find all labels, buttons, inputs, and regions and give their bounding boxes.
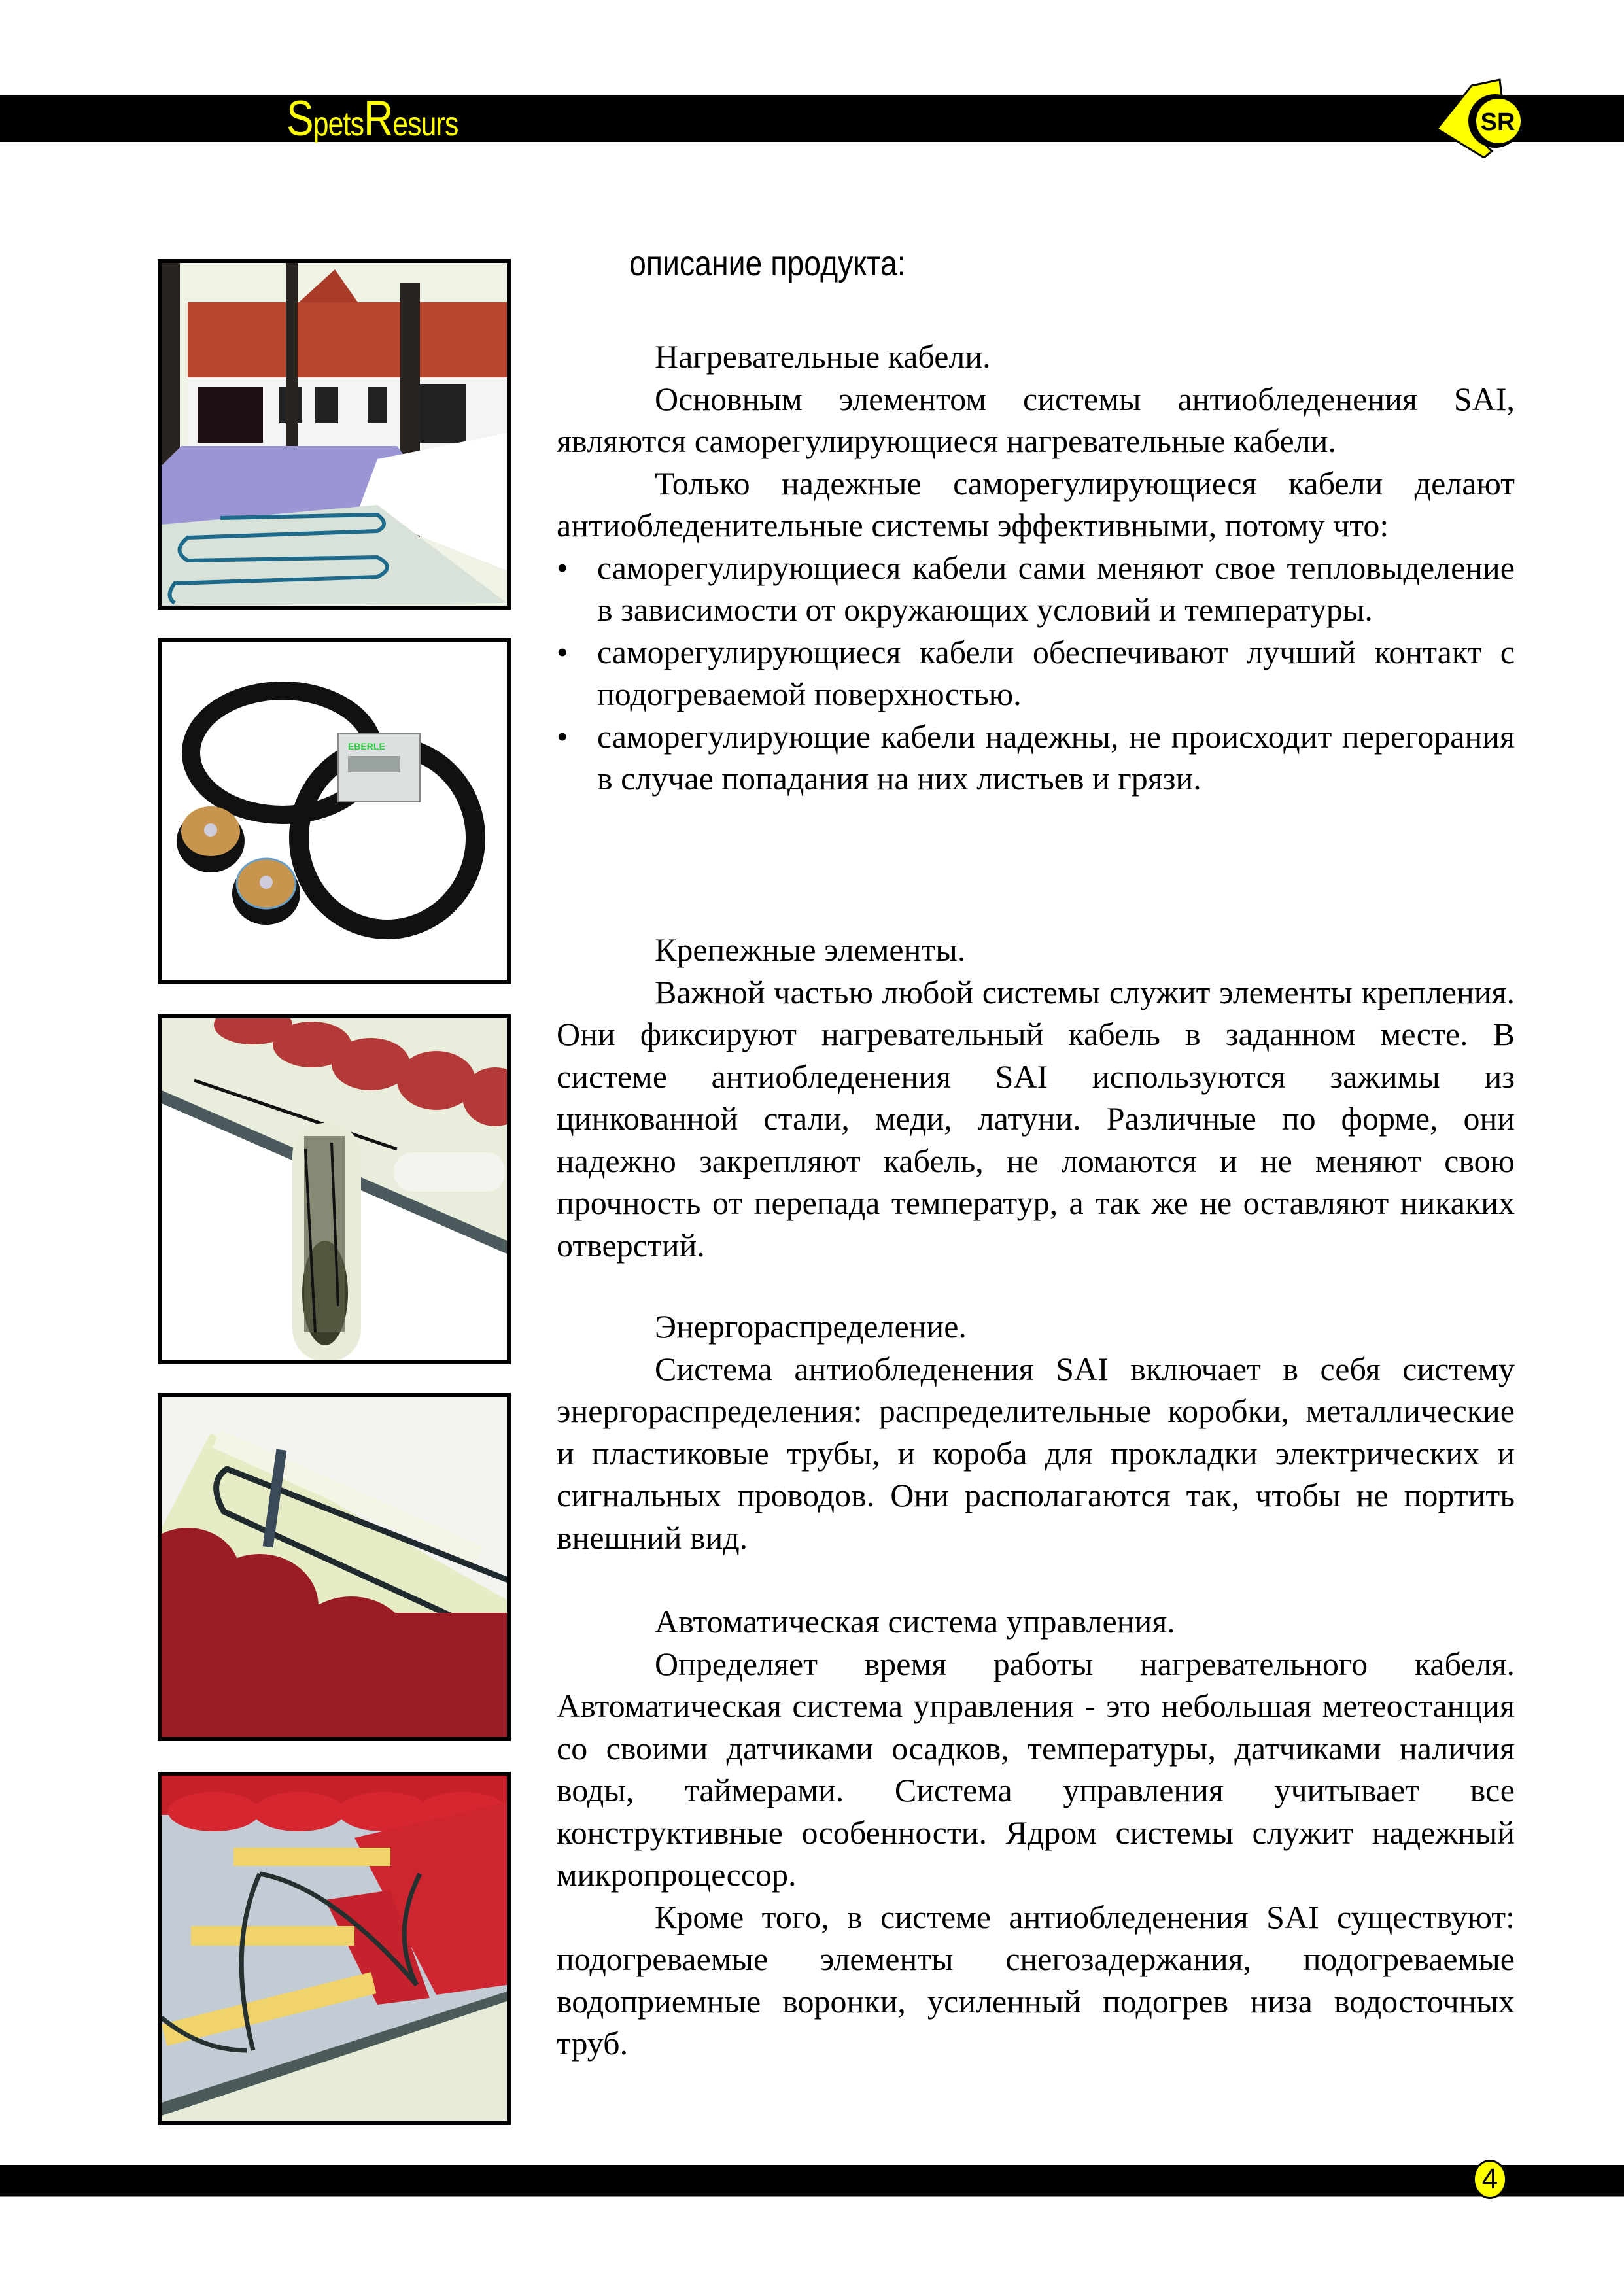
bullet-list xyxy=(557,547,1515,800)
photo-gutter-cable-clip xyxy=(158,1393,511,1741)
photo-roof-cable-mounting xyxy=(158,1772,511,2125)
section-heading: Энергораспределение. xyxy=(655,1308,967,1345)
paragraph: Только надежные саморегулирующиеся кабели делают антиобледенительные системы эффективными, потому что: xyxy=(557,464,1515,544)
paragraph: Основным элементом системы антиобледенения SAI, являются саморегулирующиеся нагревательные кабели. xyxy=(557,380,1515,459)
bullet-item: • саморегулирующиеся кабели обеспечивают лучший контакт с подогреваемой поверхностью. xyxy=(557,631,1515,716)
paragraph: Определяет время работы нагревательного кабеля. Автоматическая система управления - это небольшая метеостанция со своими датчиками осадков, температуры, датчиками наличия воды, таймерами. Система управления учитывает все конструктивные особенности. Ядром системы служит надежный микропроцессор. xyxy=(557,1645,1515,1893)
page-number: 4 xyxy=(1473,2160,1507,2199)
bullet-item: • саморегулирующиеся кабели сами меняют свое тепловыделение в зависимости от окружающих условий и температуры. xyxy=(557,547,1515,631)
paragraph: Кроме того, в системе антиобледенения SAI существуют: подогреваемые элементы снегозадержания, подогреваемые водоприемные воронки, усиленный подогрев низа водосточных труб. xyxy=(557,1898,1515,2062)
header-bar xyxy=(0,95,1624,142)
photo-gutter-downpipe xyxy=(158,1014,511,1364)
section-heading: Крепежные элементы. xyxy=(655,931,966,968)
paragraph: Важной частью любой системы служит элементы крепления. Они фиксируют нагревательный кабель в заданном месте. В системе антиобледенения SAI используются зажимы из цинкованной стали, меди, латуни. Различные по форме, они надежно закрепляют кабель, не ломаются и не меняют свою прочность от перепада температур, а так же не оставляют никаких отверстий. xyxy=(557,973,1515,1264)
device-label: EBERLE xyxy=(348,741,385,751)
brand-part2: esurs xyxy=(392,105,458,143)
bullet-item: • саморегулирующие кабели надежны, не происходит перегорания в случае попадания на них листьев и грязи. xyxy=(557,716,1515,800)
section-automatic-control xyxy=(557,1600,1515,2065)
section-heading: Автоматическая система управления. xyxy=(655,1603,1175,1640)
brand-cap-s: S xyxy=(286,91,313,147)
brand-name xyxy=(286,90,458,147)
photo-controller-kit xyxy=(158,638,511,984)
section-fasteners xyxy=(557,929,1515,1266)
sr-logo-icon xyxy=(1436,77,1521,158)
logo-text: SR xyxy=(1480,109,1515,136)
footer-bar xyxy=(0,2165,1624,2197)
brand-cap-r: R xyxy=(364,91,393,147)
section-heating-cables xyxy=(557,336,1515,800)
brand-part1: pets xyxy=(313,105,364,143)
section-power-distribution xyxy=(557,1305,1515,1559)
photo-house-driveway xyxy=(158,259,511,610)
section-title: описание продукта: xyxy=(629,244,906,283)
paragraph: Система антиобледенения SAI включает в себя систему энергораспределения: распределительные коробки, металлические и пластиковые трубы, и короба для прокладки электрических и сигнальных проводов. Они располагаются так, чтобы не портить внешний вид. xyxy=(557,1350,1515,1556)
section-heading: Нагревательные кабели. xyxy=(655,338,991,375)
